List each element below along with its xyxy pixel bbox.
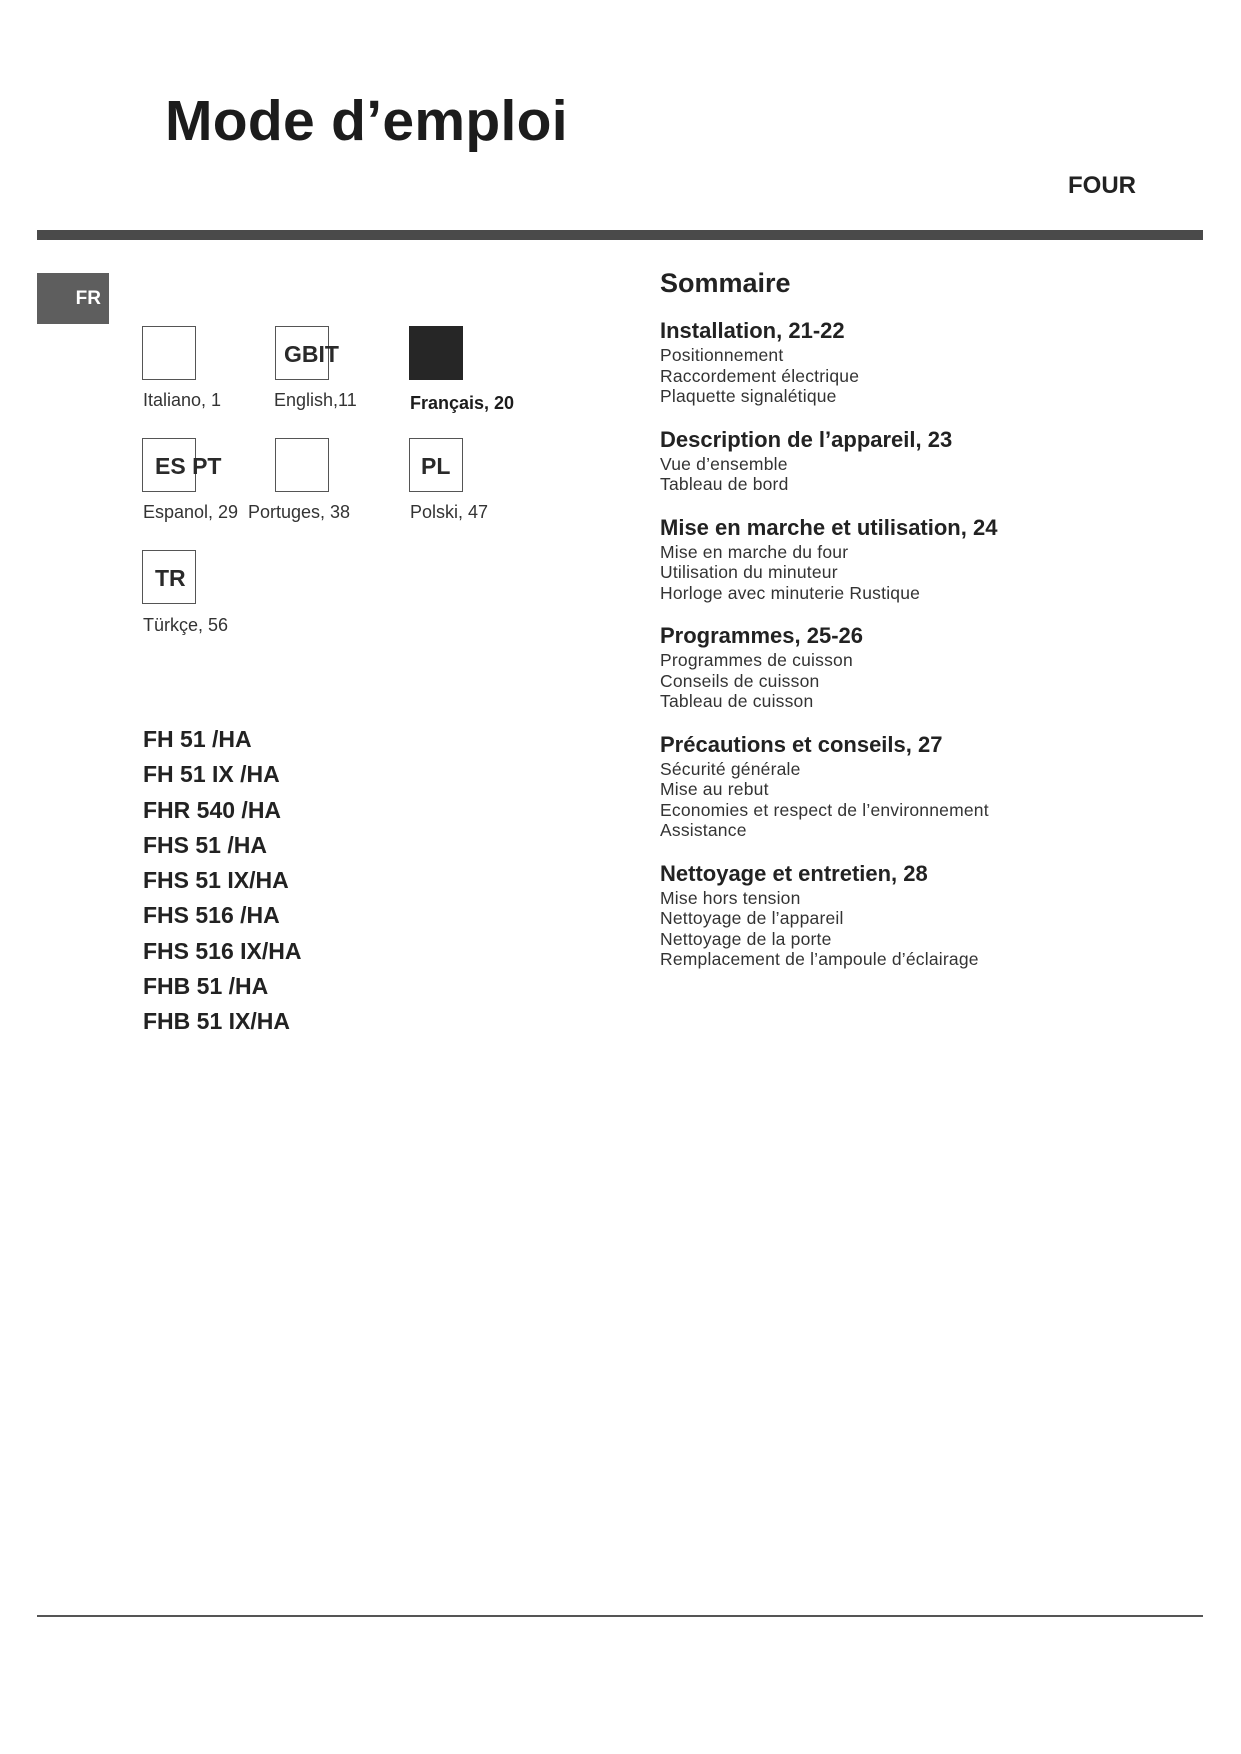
product-type: FOUR [1068, 172, 1136, 199]
document-title: Mode d’emploi [165, 89, 568, 153]
lang-label-turkce: Türkçe, 56 [143, 615, 229, 635]
model-list [143, 726, 302, 1044]
toc-heading[interactable]: Description de l’appareil, 23 [660, 426, 953, 452]
toc-item: Remplacement de l’ampoule d’éclairage [660, 949, 979, 969]
toc-item: Tableau de cuisson [660, 691, 814, 711]
toc-section-description [660, 426, 1220, 495]
toc-item: Horloge avec minuterie Rustique [660, 582, 921, 603]
lang-box-portuges[interactable] [275, 438, 329, 492]
lang-code-es-pt: ES PT [155, 453, 222, 479]
toc-item: Vue d’ensemble [660, 453, 788, 474]
top-divider [37, 230, 1203, 240]
toc-item: Nettoyage de l’appareil [660, 908, 844, 928]
toc-item: Plaquette signalétique [660, 386, 837, 406]
lang-code-gbit: GBIT [284, 341, 339, 367]
lang-label-english: English,11 [274, 390, 357, 410]
bottom-divider [37, 1615, 1203, 1617]
model-item: FHB 51 IX/HA [143, 1008, 290, 1035]
model-item: FHB 51 /HA [143, 973, 269, 1000]
language-tab-label: FR [75, 287, 101, 309]
model-item: FH 51 IX /HA [143, 761, 280, 788]
toc-item: Mise hors tension [660, 887, 801, 908]
toc-heading[interactable]: Nettoyage et entretien, 28 [660, 860, 928, 886]
toc-item: Nettoyage de la porte [660, 928, 832, 949]
toc-item: Positionnement [660, 345, 784, 365]
toc-heading[interactable]: Programmes, 25-26 [660, 623, 863, 648]
model-item: FHS 51 /HA [143, 831, 267, 858]
toc-item: Programmes de cuisson [660, 650, 853, 670]
toc-title: Sommaire [660, 268, 791, 298]
lang-box-francais[interactable] [409, 326, 463, 380]
model-item: FHS 516 /HA [143, 902, 280, 929]
table-of-contents [660, 266, 1220, 989]
toc-section-mise-en-marche [660, 514, 1220, 604]
toc-item: Assistance [660, 820, 747, 840]
lang-label-portuges: Portuges, 38 [248, 502, 351, 522]
lang-label-francais: Français, 20 [410, 393, 515, 413]
lang-label-espanol: Espanol, 29 [143, 502, 239, 522]
toc-item: Utilisation du minuteur [660, 562, 838, 582]
toc-section-nettoyage [660, 860, 1220, 970]
toc-heading[interactable]: Mise en marche et utilisation, 24 [660, 514, 998, 540]
toc-item: Sécurité générale [660, 758, 801, 779]
toc-section-precautions [660, 731, 1220, 841]
model-item: FHS 51 IX/HA [143, 867, 289, 894]
lang-box-italiano[interactable] [142, 326, 196, 380]
toc-item: Mise en marche du four [660, 541, 849, 562]
toc-item: Conseils de cuisson [660, 670, 820, 691]
toc-item: Tableau de bord [660, 474, 789, 494]
toc-section-installation [660, 317, 1220, 407]
toc-item: Mise au rebut [660, 779, 769, 799]
model-item: FHR 540 /HA [143, 796, 282, 823]
toc-item: Raccordement électrique [660, 365, 860, 386]
toc-heading[interactable]: Précautions et conseils, 27 [660, 731, 943, 757]
lang-code-tr: TR [155, 565, 186, 591]
language-tab [37, 273, 109, 324]
model-item: FHS 516 IX/HA [143, 937, 302, 964]
lang-label-italiano: Italiano, 1 [143, 390, 222, 410]
model-item: FH 51 /HA [143, 726, 252, 752]
lang-code-pl: PL [421, 453, 451, 479]
toc-item: Economies et respect de l’environnement [660, 799, 989, 820]
toc-heading[interactable]: Installation, 21-22 [660, 318, 845, 343]
lang-label-polski: Polski, 47 [410, 502, 489, 522]
toc-section-programmes [660, 622, 1220, 712]
